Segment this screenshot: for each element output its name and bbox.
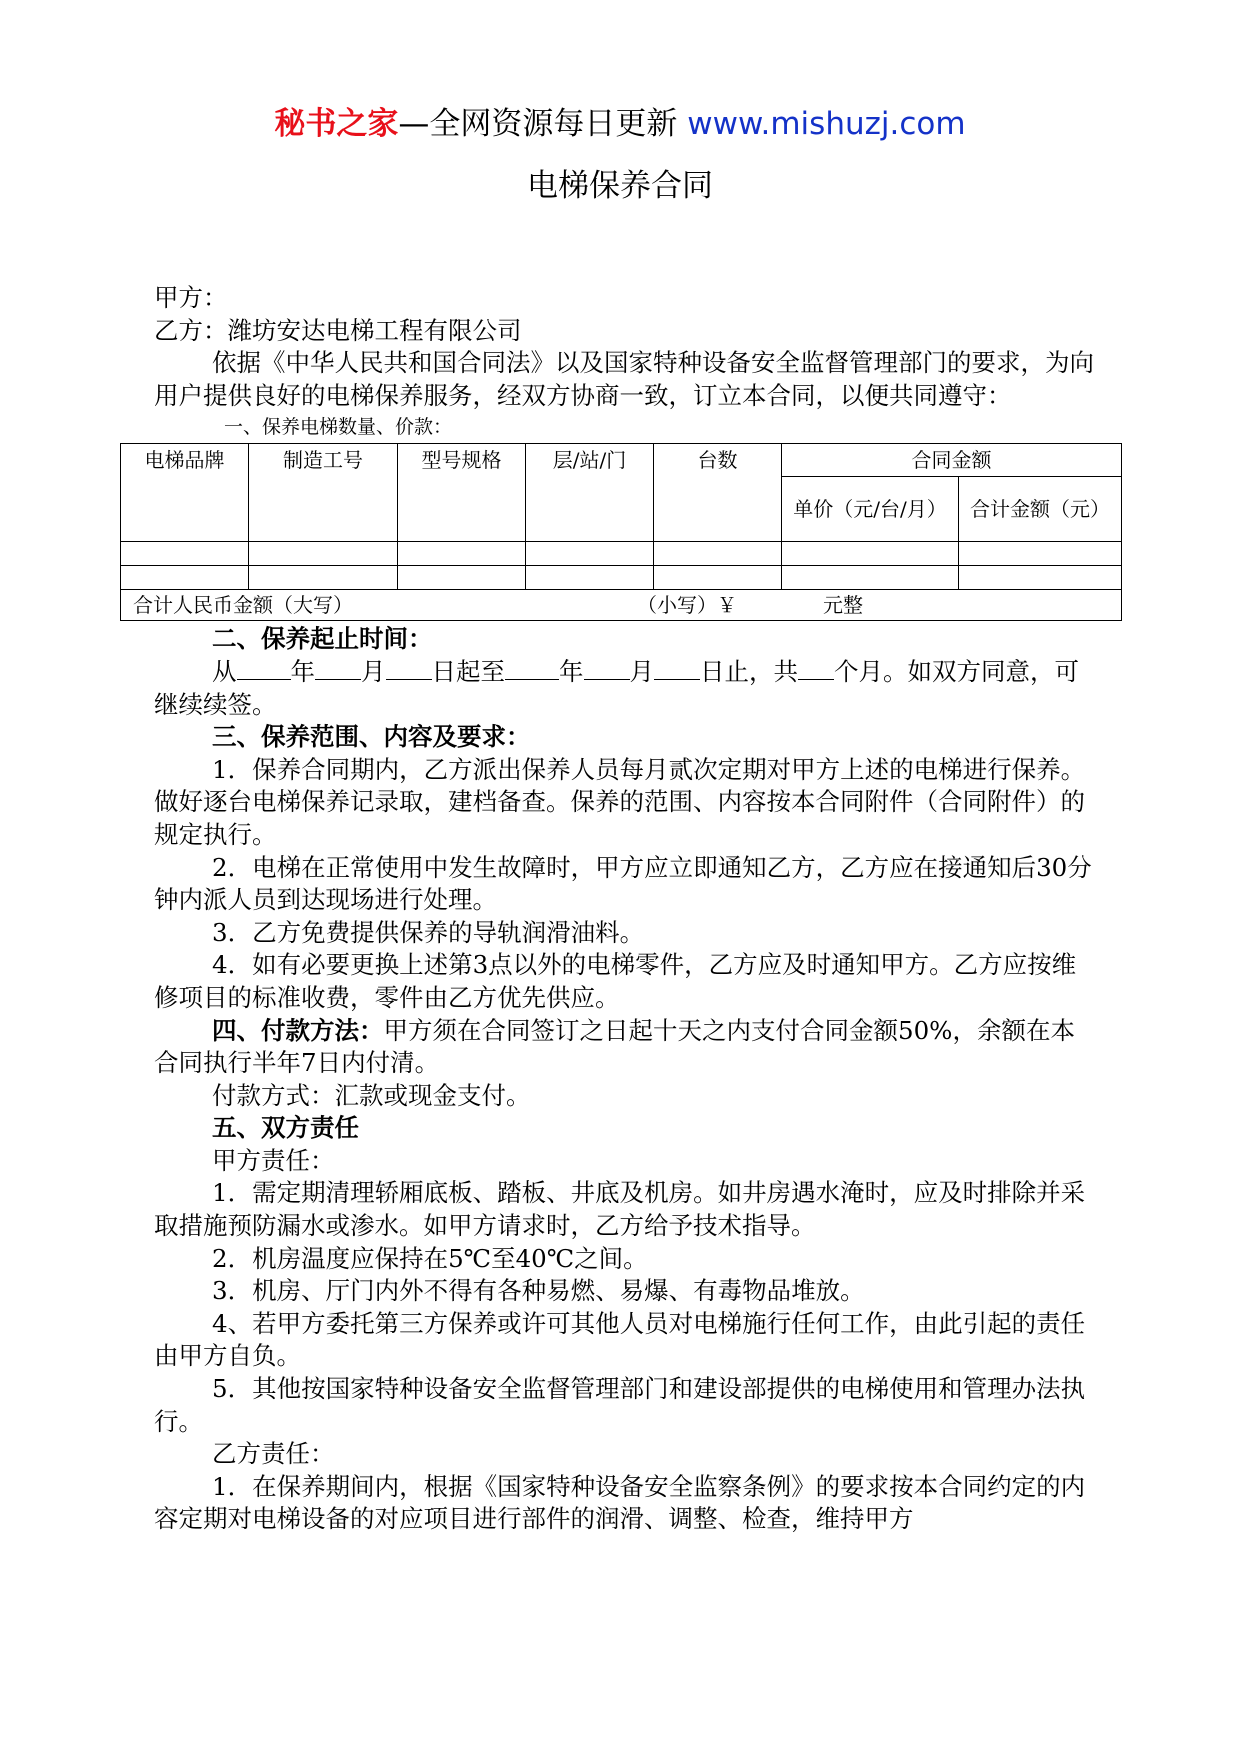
section2-heading: 二、保养起止时间： [212,624,433,654]
price-table [120,443,1122,621]
blank-year-end [505,657,559,680]
total-cell [121,590,1122,621]
party-a-duties-label: 甲方责任： [212,1145,335,1175]
header-floors: 层/站/门 [526,444,654,542]
party-a-line: 甲方： [154,283,228,312]
document-title: 电梯保养合同 [527,168,713,204]
label-day-to: 日止，共 [700,656,798,686]
blank-month-start [315,657,361,680]
total-unit: 元整 [823,593,863,618]
total-label: 合计人民币金额（大写） [133,593,353,618]
table-cell [398,542,526,566]
table-cell [959,566,1122,590]
label-month: 月 [629,656,654,686]
section3-item: 1．保养合同期内，乙方派出保养人员每月贰次定期对甲方上述的电梯进行保养。做好逐台电梯保养记录取，建档备查。保养的范围、内容按本合同附件（合同附件）的规定执行。 [154,754,1086,849]
section5-heading: 五、双方责任 [212,1113,359,1143]
site-banner [0,102,1240,146]
party-a-duty: 3．机房、厅门内外不得有各种易燃、易爆、有毒物品堆放。 [212,1276,865,1306]
table-cell [398,566,526,590]
section3-item: 3．乙方免费提供保养的导轨润滑油料。 [212,917,645,947]
banner-slogan: —全网资源每日更新 [398,106,688,142]
label-year: 年 [559,656,584,686]
party-a-duty: 1．需定期清理轿厢底板、踏板、井底及机房。如井房遇水淹时，应及时排除并采取措施预防漏水或渗水。如甲方请求时，乙方给予技术指导。 [154,1178,1086,1241]
header-serial: 制造工号 [249,444,398,542]
section1-heading: 一、保养电梯数量、价款： [224,416,453,439]
table-cell [782,566,959,590]
table-header-row [121,444,1122,477]
section3-item: 2．电梯在正常使用中发生故障时，甲方应立即通知乙方，乙方应在接通知后30分钟内派人员到达现场进行处理。 [154,852,1092,915]
party-a-duty: 2．机房温度应保持在5℃至40℃之间。 [212,1243,648,1273]
section4-paragraph [154,1015,1098,1080]
table-row [121,542,1122,566]
label-day-from: 日起至 [431,656,505,686]
table-cell [121,566,249,590]
blank-year-start [237,657,291,680]
header-amount: 合同金额 [782,444,1122,477]
banner-brand: 秘书之家 [274,106,399,142]
table-total-row [121,590,1122,621]
label-months-suffix: 个月。如双方同意，可继续续签。 [154,656,1079,719]
section3-heading: 三、保养范围、内容及要求： [212,722,531,752]
table-cell [121,542,249,566]
table-cell [654,542,782,566]
section4-text: 甲方须在合同签订之日起十天之内支付合同金额50%，余额在本合同执行半年7日内付清。 [154,1015,1075,1078]
section4-heading: 四、付款方法： [212,1015,384,1045]
contract-body [133,282,1110,1536]
table-cell [249,542,398,566]
table-cell [782,542,959,566]
party-b-duties-label: 乙方责任： [212,1439,335,1469]
subheader-unit-price: 单价（元/台/月） [782,477,959,542]
table-cell [959,542,1122,566]
table-cell [249,566,398,590]
subheader-total: 合计金额（元） [959,477,1122,542]
preamble: 依据《中华人民共和国合同法》以及国家特种设备安全监督管理部门的要求，为向用户提供良好的电梯保养服务，经双方协商一致，订立本合同，以便共同遵守： [154,348,1094,410]
header-count: 台数 [654,444,782,542]
blank-month-end [584,657,630,680]
party-b-line: 乙方：潍坊安达电梯工程有限公司 [154,315,522,345]
party-a-duty: 4、若甲方委托第三方保养或许可其他人员对电梯施行任何工作，由此引起的责任由甲方自负。 [154,1308,1086,1371]
header-model: 型号规格 [398,444,526,542]
blank-day-start [386,657,432,680]
label-month: 月 [361,656,386,686]
payment-method: 付款方式：汇款或现金支付。 [212,1080,531,1110]
section3-item: 4．如有必要更换上述第3点以外的电梯零件，乙方应及时通知甲方。乙方应按维修项目的标准收费，零件由乙方优先供应。 [154,950,1077,1012]
party-a-duty: 5．其他按国家特种设备安全监督管理部门和建设部提供的电梯使用和管理办法执行。 [154,1374,1086,1436]
banner-url[interactable]: www.mishuzj.com [687,106,966,142]
blank-day-end [654,657,700,680]
table-cell [526,566,654,590]
table-cell [526,542,654,566]
header-brand: 电梯品牌 [121,444,249,542]
label-year: 年 [290,656,315,686]
table-row [121,566,1122,590]
party-b-duty: 1．在保养期间内，根据《国家特种设备安全监察条例》的要求按本合同约定的内容定期对电梯设备的对应项目进行部件的润滑、调整、检查，维持甲方 [154,1471,1086,1534]
section2-text [154,656,1098,721]
blank-months [798,657,834,680]
table-cell [654,566,782,590]
label-from: 从 [212,656,237,686]
total-small-label: （小写）￥ [637,593,737,618]
